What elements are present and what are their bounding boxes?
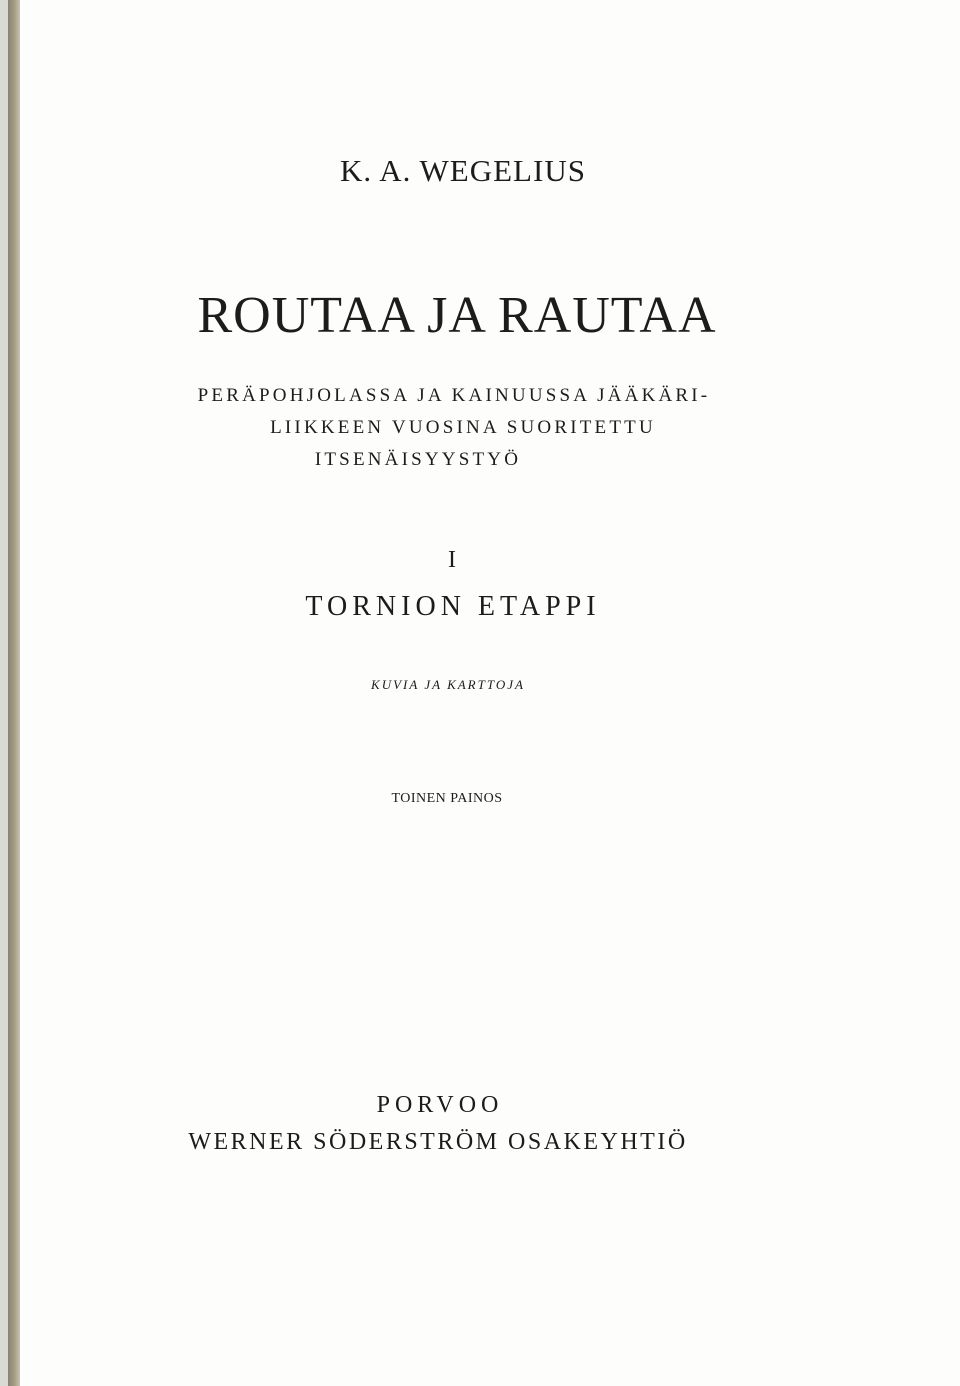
subtitle-line-2: LIIKKEEN VUOSINA SUORITETTU bbox=[270, 417, 656, 438]
scan-edge bbox=[0, 0, 8, 1386]
author-name: K. A. WEGELIUS bbox=[340, 153, 586, 188]
part-title: TORNION ETAPPI bbox=[305, 591, 601, 622]
volume-number: I bbox=[448, 547, 456, 573]
illustrations-note: KUVIA JA KARTTOJA bbox=[371, 677, 525, 692]
book-spine-edge bbox=[8, 0, 20, 1386]
edition: TOINEN PAINOS bbox=[391, 791, 503, 806]
publisher: WERNER SÖDERSTRÖM OSAKEYHTIÖ bbox=[188, 1129, 688, 1155]
subtitle-line-3: ITSENÄISYYSTYÖ bbox=[314, 449, 522, 470]
subtitle-line-1: PERÄPOHJOLASSA JA KAINUUSSA JÄÄKÄRI- bbox=[197, 385, 711, 406]
publication-city: PORVOO bbox=[376, 1092, 504, 1118]
book-title: ROUTAA JA RAUTAA bbox=[197, 287, 717, 344]
